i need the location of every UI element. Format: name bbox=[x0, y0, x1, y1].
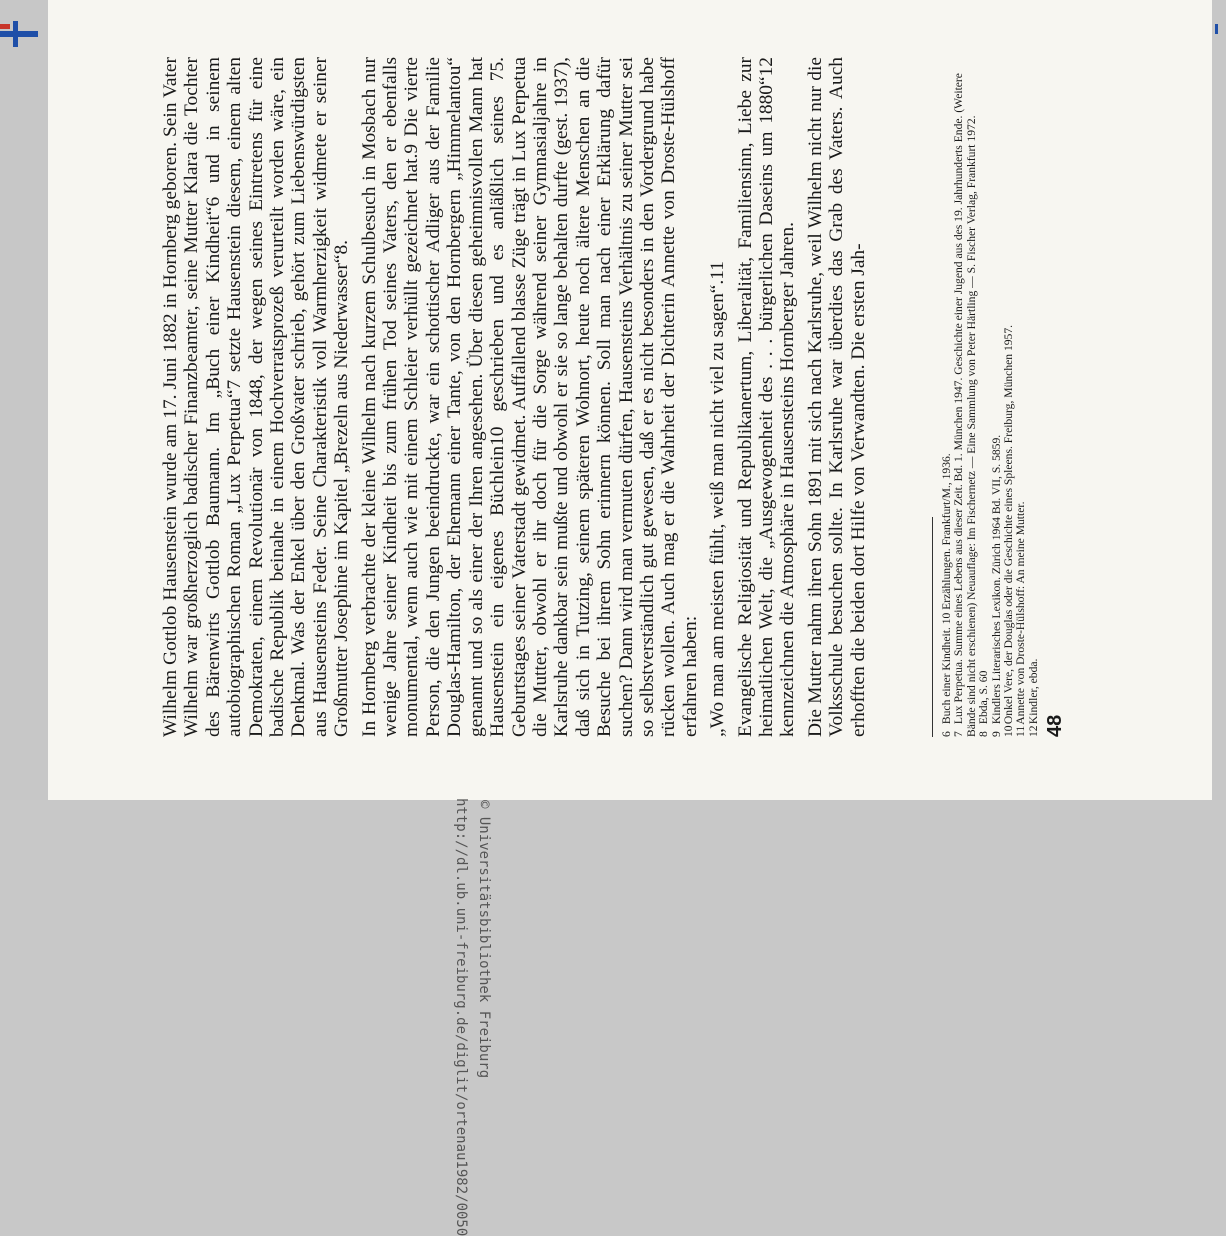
rotated-page-content bbox=[160, 57, 1190, 737]
footnote: 9 Kindlers Literarisches Lexikon. Zürich 1964 Bd. VII, S. 5859. bbox=[989, 434, 1003, 737]
copyright-notice: © Universitätsbibliothek Freiburg bbox=[476, 800, 492, 1079]
paragraph: Wilhelm Gottlob Hausenstein wurde am 17. Juni 1882 in Hornberg geboren. Sein Vater Wilhelm war großherzoglich badischer Finanzbeamter, seine Mutter Klara die Tochter des Bärenwirts Gottlob Baumann. Im „Buch einer Kindheit“6 und in seinem autobiographischen Roman „Lux Perpetua“7 setzte Hausenstein diesem, einem alten Demokraten, einem Revolutionär von 1848, der wegen seines Eintretens für eine badische Republik beinahe in einem Hochverratsprozeß verurteilt worden wäre, ein Denkmal. Was der Enkel über den Großvater schrieb, gehört zum Liebenswürdigsten aus Hausensteins Feder. Seine Charakteristik voll Warmherzigkeit widmete er seiner Großmutter Josephine im Kapitel „Brezeln aus Niederwasser“8. bbox=[160, 57, 353, 737]
footnote: 10 Onkel Vere, der Douglas oder die Geschichte eines Spleens. Freiburg, München 1957. bbox=[1002, 324, 1016, 737]
footnote-rule bbox=[932, 517, 933, 737]
footnote: 6 Buch einer Kindheit. 10 Erzählungen. Frankfurt/M., 1936. bbox=[940, 453, 953, 737]
paragraph: „Wo man am meisten fühlt, weiß man nicht viel zu sagen“.11 bbox=[707, 261, 729, 737]
footnotes bbox=[941, 57, 1040, 737]
source-url[interactable]: http://dl.ub.uni-freiburg.de/diglit/ortenau1982/0050 bbox=[453, 798, 469, 1236]
footnote: 8 Ebda, S. 60 bbox=[977, 670, 991, 737]
scan-color-marker-blue bbox=[1215, 24, 1218, 34]
page-number: 48 bbox=[1044, 714, 1066, 737]
scan-color-marker-blue bbox=[0, 31, 38, 37]
scan-color-marker-red bbox=[0, 24, 10, 29]
right-margin-bar bbox=[1212, 0, 1226, 800]
footnote: 7 Lux Perpetua. Summe eines Lebens aus dieser Zeit. Bd. 1. München 1947. Geschichte einer Jugend aus des 19. Jahrhunderts Ende. (Weitere Bände sind nicht erschienen) Neuauflage: Im Fischernetz — Eine Sammlung von Peter Härtling — S. Fischer Verlag, Frankfurt 1972. bbox=[952, 73, 978, 737]
footnote: 11 Annette von Droste-Hülshoff: An meine Mutter. bbox=[1014, 501, 1028, 737]
paragraph: Evangelische Religiosität und Republikanertum, Liberalität, Familiensinn, Liebe zur heimatlichen Welt, die „Ausgewogenheit des . . . bürgerlichen Daseins um 1880“12 kennzeichnen die Atmosphäre in Hausensteins Hornberger Jahren. bbox=[734, 57, 799, 737]
scanned-page bbox=[48, 0, 1212, 1236]
footnote: 12 Kindler, ebda. bbox=[1026, 658, 1040, 737]
left-margin-bar bbox=[0, 0, 48, 800]
paragraph: Die Mutter nahm ihren Sohn 1891 mit sich nach Karlsruhe, weil Wilhelm nicht nur die Volksschule besuchen sollte. In Karlsruhe war überdies das Grab des Vaters. Auch erhofften die beiden dort Hilfe von Verwandten. Die ersten Jah- bbox=[804, 57, 869, 737]
paragraph: In Hornberg verbrachte der kleine Wilhelm nach kurzem Schulbesuch in Mosbach nur wenige Jahre seiner Kindheit bis zum frühen Tod seines Vaters, den er ebenfalls monumental, wenn auch wie mit einem Schleier verhüllt gezeichnet hat.9 Die vierte Person, die den Jungen beeindruckte, war ein schottischer Adliger aus der Familie Douglas-Hamilton, der Ehemann einer Tante, von den Hornbergern „Himmelantou“ genannt und so als einer der Ihren angesehen. Über diesen geheimnisvollen Mann hat Hausenstein ein eigenes Büchlein10 geschrieben und es anläßlich seines 75. Geburtstages seiner Vaterstadt gewidmet. Auffallend blasse Züge trägt in Lux Perpetua die Mutter, obwohl er ihr doch für die Sorge während seiner Gymnasialjahre in Karlsruhe dankbar sein mußte und obwohl er sie so lange behalten durfte (gest. 1937), daß sich in Tutzing, seinem späteren Wohnort, heute noch ältere Menschen an die Besuche bei ihrem Sohn erinnern können. Soll man nach einer Erklärung dafür suchen? Dann wird man vermuten dürfen, Hausensteins Verhältnis zu seiner Mutter sei so selbstverständlich gut gewesen, daß er es nicht besonders in den Vordergrund habe rücken wollen. Auch mag er die Wahrheit der Dichterin Annette von Droste-Hülshoff erfahren haben: bbox=[358, 57, 701, 737]
body-text bbox=[160, 57, 875, 737]
scan-color-marker-blue-vertical bbox=[13, 21, 18, 47]
